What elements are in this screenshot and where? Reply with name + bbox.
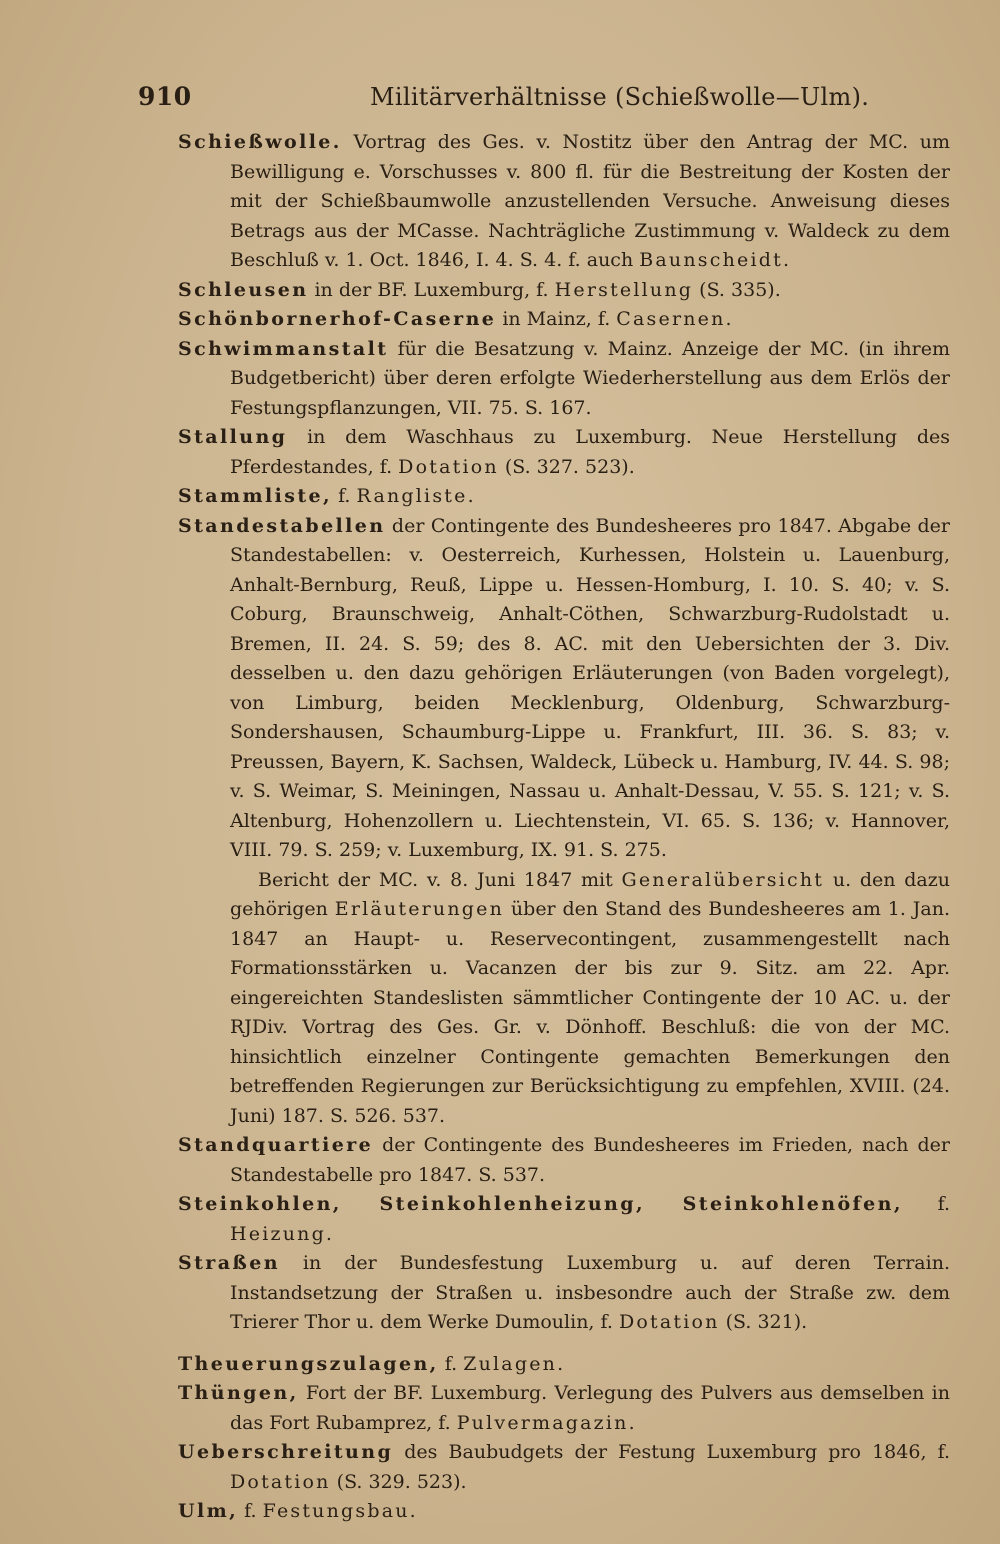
index-entry xyxy=(178,1190,950,1249)
entry-headword: Straßen xyxy=(178,1252,280,1274)
entry-text: der Contingente des Bundesheeres pro 1847. Abgabe der Standestabellen: v. Oesterreich, Kurhessen, Holstein u. Lauenburg, Anhalt-Bernburg, Reuß, Lippe u. Hessen-Homburg, I. 10. S. 40; v. S. Coburg, Braunschweig, Anhalt-Cöthen, Schwarzburg-Rudolstadt u. Bremen, II. 24. S. 59; des 8. AC. mit den Uebersichten der 3. Div. desselben u. den dazu gehörigen Erläuterungen (von Baden vorgelegt), von Limburg, beiden Mecklenburg, Oldenburg, Schwarzburg-Sondershausen, Schaumburg-Lippe u. Frankfurt, III. 36. S. 83; v. Preussen, Bayern, K. Sachsen, Waldeck, Lübeck u. Hamburg, IV. 44. S. 98; v. S. Weimar, S. Meiningen, Nassau u. Anhalt-Dessau, V. 55. S. 121; v. S. Altenburg, Hohenzollern u. Liechtenstein, VI. 65. S. 136; v. Hannover, VIII. 79. S. 259; v. Luxemburg, IX. 91. S. 275. xyxy=(230,514,950,861)
entry-headword: Theuerungszulagen, xyxy=(178,1352,439,1375)
entry-headword: Schießwolle. xyxy=(178,131,342,153)
entry-text: f. xyxy=(332,485,357,507)
entry-text: (S. 329. 523). xyxy=(330,1470,467,1493)
entry-text: f. xyxy=(902,1193,950,1215)
entry-text: f. xyxy=(438,1352,464,1375)
cross-reference: Pulvermagazin. xyxy=(456,1411,637,1434)
entry-text: des Baubudgets der Festung Luxemburg pro 1846, f. xyxy=(393,1441,950,1463)
cross-reference: Zulagen. xyxy=(463,1352,566,1375)
index-entry xyxy=(178,482,950,512)
index-entry xyxy=(178,335,950,424)
entry-headword: Stallung xyxy=(178,426,288,448)
entry-text: u. den dazu gehörigen xyxy=(230,868,950,920)
index-entry xyxy=(178,128,950,276)
entry-text: Bericht der MC. v. 8. Juni 1847 mit xyxy=(258,868,622,891)
entry-text: Vortrag des Ges. v. Nostitz über den Antrag der MC. um Bewilligung e. Vorschusses v. 800 fl. für die Bestreitung der Kosten der mit der Schießbaumwolle anzustellenden Versuche. Anweisung dieses Betrags aus der MCasse. Nachträgliche Zustimmung v. Waldeck zu dem Beschluß v. 1. Oct. 1846, I. 4. S. 4. f. auch xyxy=(230,131,950,271)
cross-reference: Generalübersicht xyxy=(621,868,825,891)
entry-text: für die Besatzung v. Mainz. Anzeige der MC. (in ihrem Budgetbericht) über deren erfolgte Wiederherstellung aus dem Erlös der Festungspflanzungen, VII. 75. S. 167. xyxy=(230,337,950,419)
entry-headword: Thüngen, xyxy=(178,1382,299,1404)
cross-reference: Dotation xyxy=(230,1470,331,1493)
index-entries xyxy=(178,128,950,1527)
entry-headword: Ueberschreitung xyxy=(178,1441,394,1463)
index-entry xyxy=(178,1438,950,1497)
entry-gap xyxy=(178,1338,950,1350)
cross-reference: Heizung. xyxy=(230,1222,335,1245)
running-head: Militärverhältnisse (Schießwolle—Ulm). xyxy=(370,83,870,111)
cross-reference: Herstellung xyxy=(554,278,694,301)
entry-headword: Standquartiere xyxy=(178,1134,374,1156)
entry-headword: Standestabellen xyxy=(178,514,386,537)
page-header xyxy=(138,82,958,122)
entry-text: Fort der BF. Luxemburg. Verlegung des Pulvers aus demselben in das Fort Rubamprez, f. xyxy=(230,1382,950,1434)
entry-headword: Stammliste, xyxy=(178,485,333,507)
index-entry xyxy=(178,512,950,866)
entry-text: in dem Waschhaus zu Luxemburg. Neue Herstellung des Pferdestandes, f. xyxy=(230,426,950,478)
index-entry xyxy=(178,1350,950,1380)
entry-text: in der Bundesfestung Luxemburg u. auf deren Terrain. Instandsetzung der Straßen u. insbesondre auch der Straße zw. dem Trierer Thor u. dem Werke Dumoulin, f. xyxy=(230,1252,950,1333)
entry-text: (S. 327. 523). xyxy=(498,455,635,478)
index-entry xyxy=(178,1379,950,1438)
entry-text: (S. 321). xyxy=(719,1311,808,1333)
entry-text: in der BF. Luxemburg, f. xyxy=(308,278,555,301)
entry-headword: Schwimmanstalt xyxy=(178,337,389,360)
entry-text: der Contingente des Bundesheeres im Frieden, nach der Standestabelle pro 1847. S. 537. xyxy=(230,1134,950,1186)
cross-reference: Casernen. xyxy=(616,308,734,330)
cross-reference: Dotation xyxy=(398,455,499,478)
entry-headword: Schleusen xyxy=(178,278,309,301)
index-entry xyxy=(178,1497,950,1527)
index-entry xyxy=(178,1249,950,1338)
entry-text: in Mainz, f. xyxy=(496,308,617,330)
entry-text: f. xyxy=(238,1500,263,1522)
index-entry xyxy=(178,305,950,335)
cross-reference: Baunscheidt. xyxy=(639,249,792,271)
cross-reference: Rangliste. xyxy=(356,485,476,507)
index-entry xyxy=(178,423,950,482)
page-number: 910 xyxy=(138,82,192,111)
index-entry xyxy=(178,276,950,306)
cross-reference: Dotation xyxy=(618,1311,720,1333)
index-entry xyxy=(178,1131,950,1190)
cross-reference: Festungsbau. xyxy=(262,1500,418,1522)
cross-reference: Erläuterungen xyxy=(334,898,505,920)
entry-headword: Steinkohlen, Steinkohlenheizung, Steinkohlenöfen, xyxy=(178,1193,903,1215)
entry-headword: Schönbornerhof-Caserne xyxy=(178,308,497,330)
entry-text: über den Stand des Bundesheeres am 1. Jan. 1847 an Haupt- u. Reservecontingent, zusammengestellt nach Formationsstärken u. Vacanzen der bis zur 9. Sitz. am 22. Apr. eingereichten Standeslisten sämmtlicher Contingente der 10 AC. u. der RJDiv. Vortrag des Ges. Gr. v. Dönhoff. Beschluß: die von der MC. hinsichtlich einzelner Contingente gemachten Bemerkungen den betreffenden Regierungen zur Berücksichtigung zu empfehlen, XVIII. (24. Juni) 187. S. 526. 537. xyxy=(230,898,950,1127)
entry-headword: Ulm, xyxy=(178,1500,239,1522)
entry-text: (S. 335). xyxy=(693,278,781,301)
index-entry-paragraph xyxy=(178,866,950,1132)
